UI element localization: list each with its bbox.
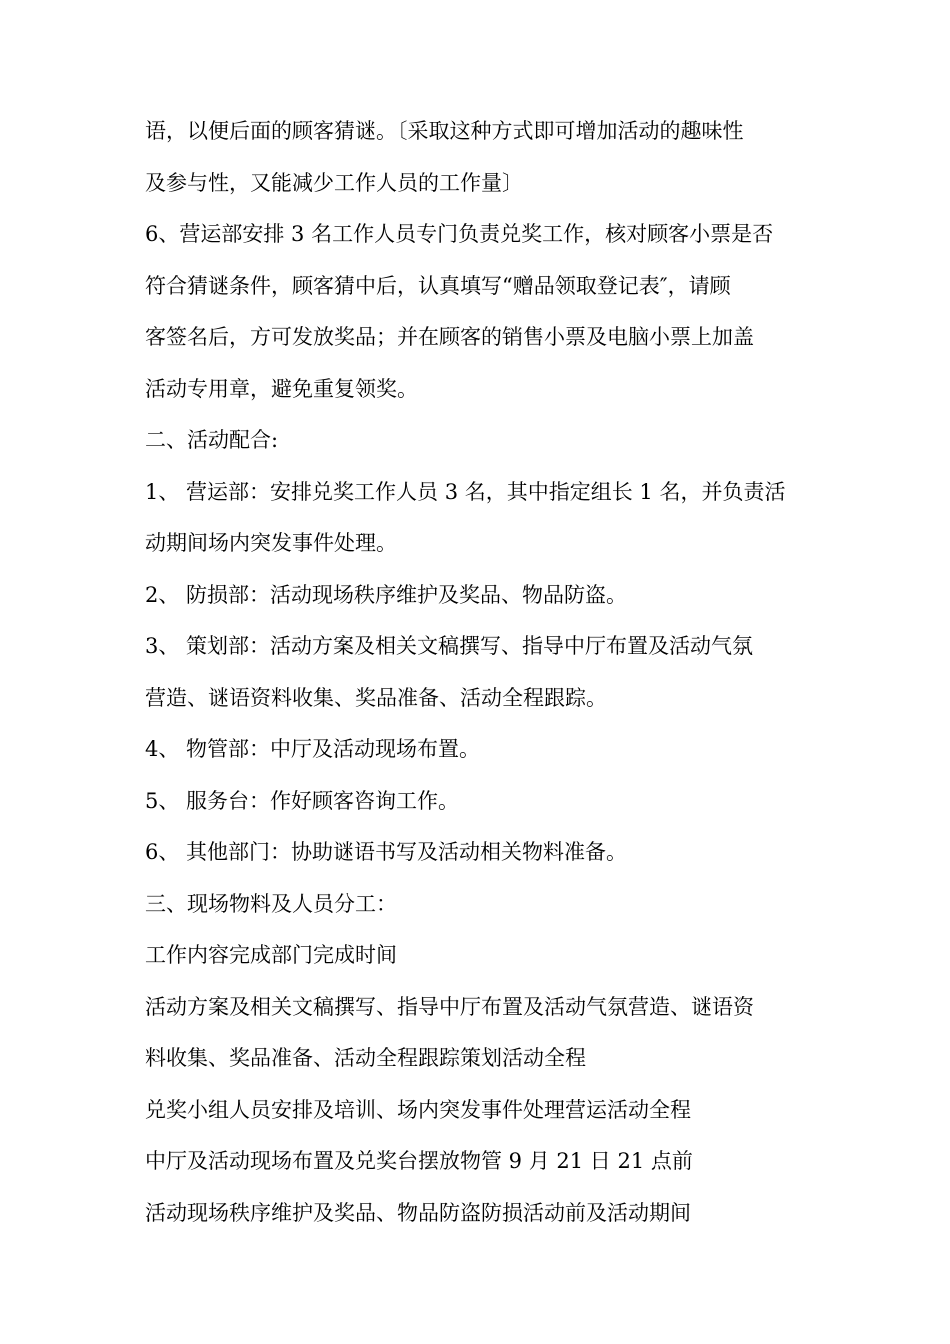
text-line: 6、 其他部门：协助谜语书写及活动相关物料准备。 xyxy=(145,840,628,864)
text-line: 3、 策划部：活动方案及相关文稿撰写、指导中厅布置及活动气氛 xyxy=(145,634,754,658)
text-line: 营造、谜语资料收集、奖品准备、活动全程跟踪。 xyxy=(145,685,607,710)
document-body xyxy=(145,106,810,1239)
text-line: 及参与性，又能减少工作人员的工作量〕 xyxy=(145,170,523,195)
text-line: 工作内容完成部门完成时间 xyxy=(145,943,397,967)
text-line: 活动现场秩序维护及奖品、物品防盗防损活动前及活动期间 xyxy=(145,1200,691,1225)
text-line: 语，以便后面的顾客猜谜。〔采取这种方式即可增加活动的趣味性 xyxy=(145,119,744,143)
text-line: 客签名后，方可发放奖品；并在顾客的销售小票及电脑小票上加盖 xyxy=(145,325,754,349)
text-line: 兑奖小组人员安排及培训、场内突发事件处理营运活动全程 xyxy=(145,1097,691,1122)
text-line: 动期间场内突发事件处理。 xyxy=(145,531,397,555)
text-line: 6、营运部安排 3 名工作人员专门负责兑奖工作，核对顾客小票是否 xyxy=(145,222,774,246)
section-heading: 三、现场物料及人员分工： xyxy=(145,891,397,916)
text-line: 料收集、奖品准备、活动全程跟踪策划活动全程 xyxy=(145,1046,586,1070)
text-line: 5、 服务台：作好顾客咨询工作。 xyxy=(145,788,460,813)
text-line: 活动专用章，避免重复领奖。 xyxy=(145,376,418,401)
text-line: 活动方案及相关文稿撰写、指导中厅布置及活动气氛营造、谜语资 xyxy=(145,994,754,1019)
text-line: 2、 防损部：活动现场秩序维护及奖品、物品防盗。 xyxy=(145,582,628,607)
text-line: 中厅及活动现场布置及兑奖台摆放物管 9 月 21 日 21 点前 xyxy=(145,1149,693,1173)
section-heading: 二、活动配合: xyxy=(145,428,279,452)
text-line: 1、 营运部：安排兑奖工作人员 3 名，其中指定组长 1 名，并负责活 xyxy=(145,479,786,504)
text-line: 符合猜谜条件，顾客猜中后，认真填写“赠品领取登记表″，请顾 xyxy=(145,273,731,298)
text-line: 4、 物管部：中厅及活动现场布置。 xyxy=(145,737,481,761)
